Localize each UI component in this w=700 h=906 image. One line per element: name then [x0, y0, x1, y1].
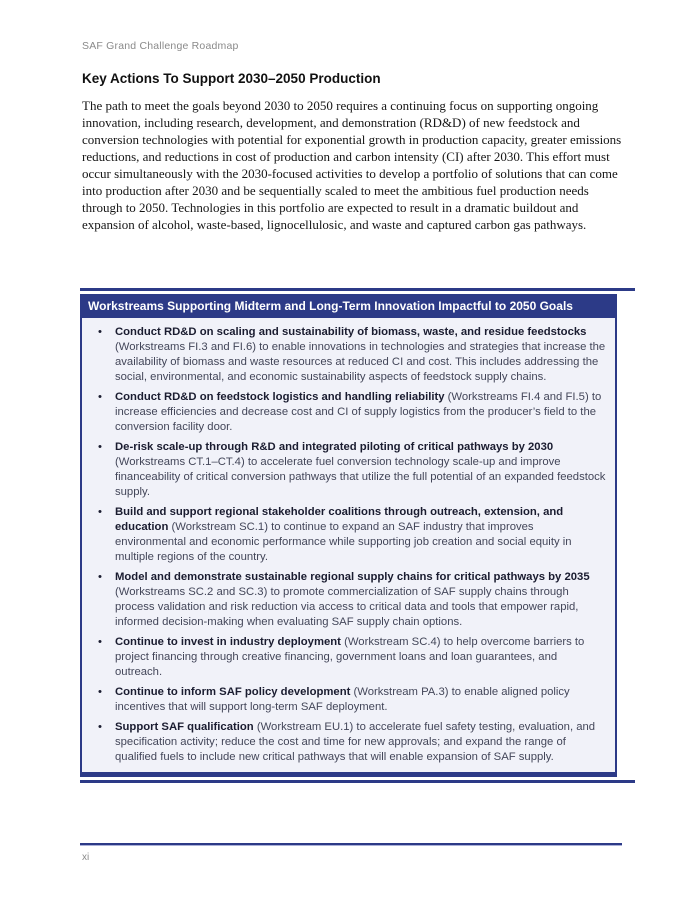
workstream-item — [98, 720, 607, 765]
workstream-item-lead: Support SAF qualification — [115, 721, 254, 733]
workstream-item — [98, 390, 607, 435]
table-inner — [80, 294, 617, 777]
workstream-item-detail: (Workstreams FI.4 and FI.5) to increase efficiencies and decrease cost and CI of supply logistics from the producer’s field to the conversion facility door. — [115, 391, 602, 433]
bullet-icon: • — [98, 686, 102, 698]
bullet-icon: • — [98, 571, 102, 583]
workstream-item-text — [115, 440, 607, 500]
footer-rule — [80, 843, 622, 846]
table-body — [80, 318, 617, 777]
workstream-item-detail: (Workstreams SC.2 and SC.3) to promote commercialization of SAF supply chains through process validation and risk reduction via access to critical data and tools that empower rapid, informed decision-making when evaluating SAF supply chain options. — [115, 586, 579, 628]
workstream-item — [98, 505, 607, 565]
table-bottom-rule — [80, 780, 635, 783]
workstream-item-detail: (Workstream SC.1) to continue to expand an SAF industry that improves environmental and economic performance while supporting job creation and social equity in multiple regions of the country. — [115, 521, 572, 563]
workstream-item-text — [115, 720, 607, 765]
bullet-icon: • — [98, 441, 102, 453]
workstream-item — [98, 635, 607, 680]
workstream-item-lead: Conduct RD&D on scaling and sustainability of biomass, waste, and residue feedstocks — [115, 326, 587, 338]
workstream-item-detail: (Workstream PA.3) to enable aligned policy incentives that will support long-term SAF deployment. — [115, 686, 570, 713]
workstream-item-text — [115, 390, 607, 435]
workstream-item-detail: (Workstreams FI.3 and FI.6) to enable innovations in technologies and strategies that increase the availability of biomass and waste resources at reduced CI and cost. This includes addressing the social, environmental, and economic sustainability aspects of feedstock supply chains. — [115, 341, 606, 383]
workstream-item-text — [115, 685, 607, 715]
workstream-item-text — [115, 570, 607, 630]
workstream-item — [98, 570, 607, 630]
bullet-icon: • — [98, 636, 102, 648]
workstream-item-lead: De-risk scale-up through R&D and integrated piloting of critical pathways by 2030 — [115, 441, 554, 453]
workstreams-table — [80, 288, 635, 783]
bullet-icon: • — [98, 391, 102, 403]
table-top-rule — [80, 288, 635, 291]
workstream-item — [98, 440, 607, 500]
workstream-item-text — [115, 505, 607, 565]
bullet-icon: • — [98, 326, 102, 338]
workstream-item-detail: (Workstream EU.1) to accelerate fuel safety testing, evaluation, and specification activity; reduce the cost and time for new approvals; and expand the range of qualified fuels to include new critical pathways that will enable expansion of SAF supply. — [115, 721, 596, 763]
workstream-list — [86, 325, 607, 765]
workstream-item-lead: Model and demonstrate sustainable regional supply chains for critical pathways by 2035 — [115, 571, 590, 583]
workstream-item-text — [115, 635, 607, 680]
running-header: SAF Grand Challenge Roadmap — [82, 40, 239, 52]
workstream-item-lead: Continue to invest in industry deployment — [115, 636, 341, 648]
section-title: Key Actions To Support 2030–2050 Production — [82, 71, 381, 86]
workstream-item-lead: Conduct RD&D on feedstock logistics and handling reliability — [115, 391, 445, 403]
page-number: xi — [82, 852, 90, 863]
bullet-icon: • — [98, 506, 102, 518]
workstream-item-lead: Build and support regional stakeholder coalitions through outreach, extension, and education — [115, 506, 564, 533]
workstream-item — [98, 685, 607, 715]
bullet-icon: • — [98, 721, 102, 733]
workstream-item-detail: (Workstream SC.4) to help overcome barriers to project financing through creative financing, government loans and loan guarantees, and outreach. — [115, 636, 585, 678]
table-header: Workstreams Supporting Midterm and Long-Term Innovation Impactful to 2050 Goals — [80, 294, 617, 318]
workstream-item-lead: Continue to inform SAF policy development — [115, 686, 351, 698]
body-paragraph: The path to meet the goals beyond 2030 to 2050 requires a continuing focus on supporting ongoing innovation, including research, development, and demonstration (RD&D) of new feedstock and conversion technologies with potential for exponential growth in production capacity, greater emissions reductions, and reductions in cost of production and carbon intensity (CI) after 2030. This effort must occur simultaneously with the 2030-focused activities to develop a portfolio of solutions that can come into production after 2030 and be sequentially scaled to meet the ambitious fuel production needs through to 2050. Technologies in this portfolio are expected to result in a dramatic buildout and expansion of alcohol, waste-based, lignocellulosic, and waste and captured carbon gas pathways. — [82, 98, 622, 232]
workstream-item — [98, 325, 607, 385]
workstream-item-detail: (Workstreams CT.1–CT.4) to accelerate fuel conversion technology scale-up and improve financeability of critical conversion pathways that utilize the full potential of an expanded feedstock supply. — [115, 456, 606, 498]
workstream-item-text — [115, 325, 607, 385]
